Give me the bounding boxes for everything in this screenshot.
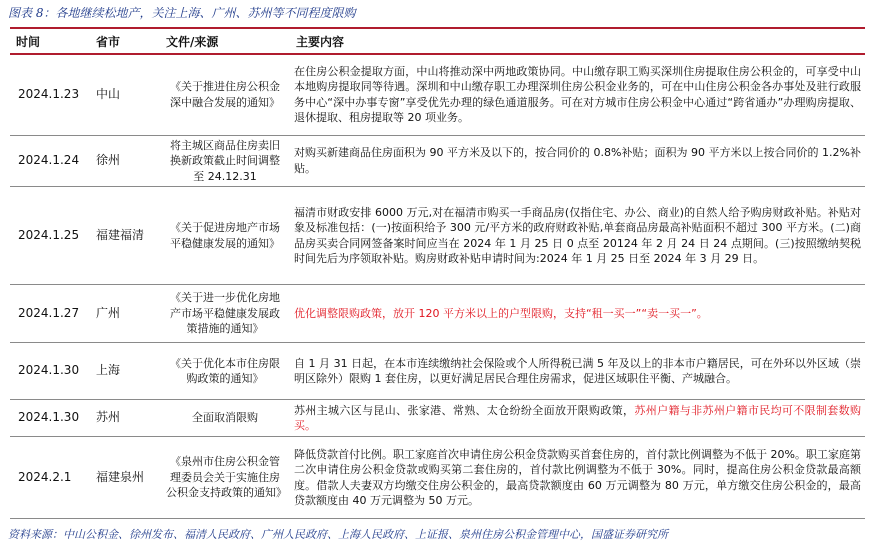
row-province: 福建泉州	[90, 437, 160, 519]
row-content	[290, 285, 865, 343]
row-province: 中山	[90, 54, 160, 135]
content-highlight: 优化调整限购政策，放开 120 平方米以上的户型限购，支持“租一买一”“卖一买一”。	[294, 306, 708, 320]
row-province: 福建福清	[90, 187, 160, 285]
row-date: 2024.1.30	[10, 400, 90, 437]
content-text: 对购买新建商品住房面积为 90 平方米及以下的，按合同价的 0.8%补贴；面积为 90 平方米以上按合同价的 1.2%补贴。	[294, 146, 861, 175]
content-highlight: 苏州户籍与非苏州户籍市民均可不限制套数购买。	[294, 403, 861, 432]
table-row	[10, 285, 865, 343]
header-document: 文件/来源	[160, 28, 290, 54]
source-note: 资料来源：中山公积金、徐州发布、福清人民政府、广州人民政府、上海人民政府、上证报、泉州住房公积金管理中心，国盛证券研究所	[8, 528, 668, 541]
row-document: 《泉州市住房公积金管理委员会关于实施住房公积金支持政策的通知》	[160, 437, 290, 519]
policy-table	[10, 27, 865, 519]
row-document: 《关于促进房地产市场平稳健康发展的通知》	[160, 187, 290, 285]
row-province: 徐州	[90, 135, 160, 187]
content-text: 降低贷款首付比例。职工家庭首次申请住房公积金贷款购买首套住房的，首付款比例调整为不低于 20%。职工家庭第二次申请住房公积金贷款或购买第二套住房的，首付款比例调整为不低于 30%。同时，提高住房公积金贷款最高额度。借款人夫妻双方均缴交住房公积金的，最高贷款额度由 60 万元调整为 80 万元，单方缴交住房公积金的，最高贷款额度由 40 万元调整为 50 万元。	[294, 447, 861, 507]
row-province: 苏州	[90, 400, 160, 437]
row-date: 2024.1.30	[10, 343, 90, 400]
row-content	[290, 400, 865, 437]
figure-title: 图表 8：各地继续松地产，关注上海、广州、苏州等不同程度限购	[8, 6, 356, 20]
content-text: 自 1 月 31 日起，在本市连续缴纳社会保险或个人所得税已满 5 年及以上的非本市户籍居民，可在外环以外区域（崇明区除外）限购 1 套住房，以更好满足居民合理住房需求，促进区域职住平衡、产城融合。	[294, 356, 861, 385]
row-date: 2024.1.25	[10, 187, 90, 285]
table-row	[10, 437, 865, 519]
row-document: 《关于进一步优化房地产市场平稳健康发展政策措施的通知》	[160, 285, 290, 343]
row-date: 2024.2.1	[10, 437, 90, 519]
row-document: 将主城区商品住房卖旧换新政策截止时间调整至 24.12.31	[160, 135, 290, 187]
header-content: 主要内容	[290, 28, 865, 54]
header-date: 时间	[10, 28, 90, 54]
row-content	[290, 187, 865, 285]
table-row	[10, 400, 865, 437]
row-content	[290, 54, 865, 135]
row-document: 全面取消限购	[160, 400, 290, 437]
table-row	[10, 187, 865, 285]
row-content	[290, 135, 865, 187]
row-document: 《关于优化本市住房限购政策的通知》	[160, 343, 290, 400]
table-header-row	[10, 28, 865, 54]
row-province: 广州	[90, 285, 160, 343]
row-date: 2024.1.27	[10, 285, 90, 343]
row-province: 上海	[90, 343, 160, 400]
content-text: 福清市财政安排 6000 万元,对在福清市购买一手商品房(仅指住宅、办公、商业)的自然人给予购房财政补贴。补贴对象及标准包括：(一)按面积给予 300 元/平方米的政府财政补贴,单套商品房最高补贴面积不超过 300 平方米。(二)商品房买卖合同网签备案时间应当在 2024 年 1 月 25 日 0 点至 20124 年 2 月 24 日 24 点期间。(三)按照缴纳契税时间先后为序领取补贴。购房财政补贴申请时间为:2024 年 1 月 25 日至 2024 年 3 月 29 日。	[294, 205, 861, 265]
row-document: 《关于推进住房公积金深中融合发展的通知》	[160, 54, 290, 135]
header-province: 省市	[90, 28, 160, 54]
row-date: 2024.1.24	[10, 135, 90, 187]
row-content	[290, 343, 865, 400]
row-date: 2024.1.23	[10, 54, 90, 135]
content-text: 在住房公积金提取方面，中山将推动深中两地政策协同。中山缴存职工购买深圳住房提取住房公积金的，可享受中山本地购房提取同等待遇。深圳和中山缴存职工办理深圳住房公积金业务的，可在中山住房公积金各办事处及驻行政服务中心“深中办事专窗”享受优先办理的绿色通道服务。可在对方城市住房公积金中心通过“跨省通办”办理购房提取、退休提取、租房提取等 20 项业务。	[294, 64, 861, 125]
content-text: 苏州主城六区与昆山、张家港、常熟、太仓纷纷全面放开限购政策，	[294, 403, 635, 417]
table-row	[10, 135, 865, 187]
table-row	[10, 343, 865, 400]
table-row	[10, 54, 865, 135]
row-content	[290, 437, 865, 519]
